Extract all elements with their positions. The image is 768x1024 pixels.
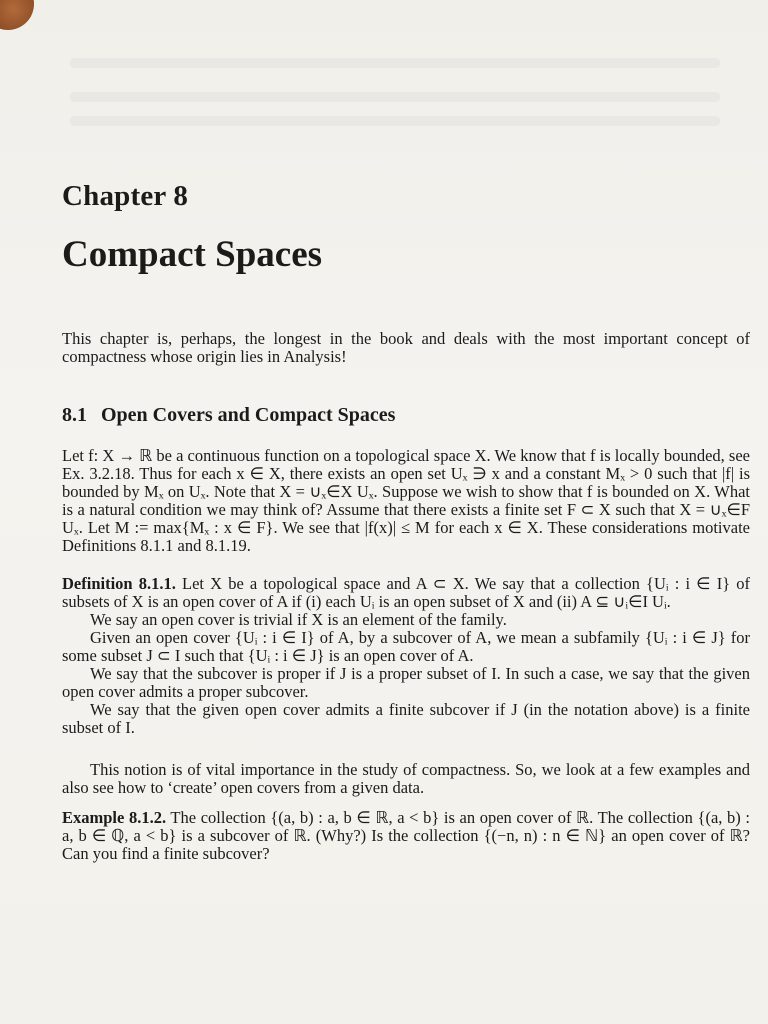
chapter-title: Compact Spaces [62, 234, 323, 275]
definition-finite: We say that the given open cover admits a finite subcover if J (in the notation above) is a finite subset of I. [62, 700, 750, 737]
definition-label: Definition 8.1.1. [62, 574, 176, 593]
definition-subcover: Given an open cover {Uᵢ : i ∈ I} of A, by a subcover of A, we mean a subfamily {Uᵢ : i ∈ J} for some subset J ⊂ I such that {Uᵢ : i ∈ J} is an open cover of A. [62, 628, 750, 665]
definition-proper: We say that the subcover is proper if J is a proper subset of I. In such a case, we say that the given open cover admits a proper subcover. [62, 664, 750, 701]
definition-text: Let X be a topological space and A ⊂ X. We say that a collection {Uᵢ : i ∈ I} of subsets of X is an open cover of A if (i) each Uᵢ is an open subset of X and (ii) A ⊆ ∪ᵢ∈I Uᵢ. [62, 574, 751, 611]
example-label: Example 8.1.2. [62, 808, 167, 827]
bleed-through-shadow [70, 116, 720, 126]
definition-trivial: We say an open cover is trivial if X is an element of the family. [90, 610, 507, 629]
section-heading [62, 404, 750, 427]
chapter-label: Chapter 8 [62, 180, 189, 212]
definition-block [62, 575, 750, 737]
bleed-through-shadow [70, 92, 720, 102]
section-number: 8.1 [62, 404, 87, 426]
page-corner-shadow [0, 0, 34, 30]
section-title: Open Covers and Compact Spaces [101, 404, 396, 426]
definition-main [62, 575, 750, 611]
note-paragraph: This notion is of vital importance in the study of compactness. So, we look at a few examples and also see how to ‘create’ open covers from a given data. [62, 760, 750, 797]
page-content [62, 180, 750, 863]
example-block [62, 809, 750, 863]
motivation-paragraph: Let f: X → ℝ be a continuous function on a topological space X. We know that f is locally bounded, see Ex. 3.2.18. Thus for each x ∈ X, there exists an open set Uₓ ∋ x and a constant Mₓ > 0 such that |f| is bounded by Mₓ on Uₓ. Note that X = ∪ₓ∈X Uₓ. Suppose we wish to show that f is bounded on X. What is a natural condition we may think of? Assume that there exists a finite set F ⊂ X such that X = ∪ₓ∈F Uₓ. Let M := max{Mₓ : x ∈ F}. We see that |f(x)| ≤ M for each x ∈ X. These considerations motivate Definitions 8.1.1 and 8.1.19. [62, 446, 750, 555]
bleed-through-shadow [70, 58, 720, 68]
example-text: The collection {(a, b) : a, b ∈ ℝ, a < b} is an open cover of ℝ. The collection {(a, b) : a, b ∈ ℚ, a < b} is a subcover of ℝ. (Why?) Is the collection {(−n, n) : n ∈ ℕ} an open cover of ℝ? Can you find a finite subcover? [62, 808, 750, 863]
chapter-intro: This chapter is, perhaps, the longest in the book and deals with the most important concept of compactness whose origin lies in Analysis! [62, 329, 750, 366]
